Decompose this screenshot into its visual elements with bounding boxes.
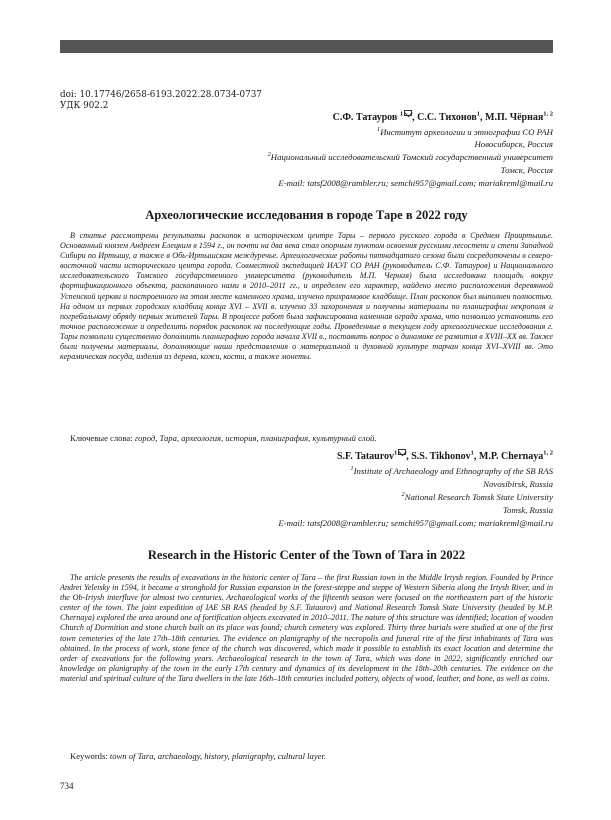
author-name: S.F. Tataurov: [337, 451, 394, 462]
aff-sup: 1: [350, 465, 354, 473]
header-bar: [60, 40, 553, 53]
envelope-icon: [404, 110, 412, 116]
affiliation-ru-1: [60, 127, 553, 138]
aff-sup: 1: [376, 126, 381, 134]
aff-sup: 2: [401, 491, 405, 499]
affiliation-ru-2-city: Томск, Россия: [500, 165, 553, 175]
keywords-text: город, Тара, археология, история, планиграфия, культурный слой.: [134, 433, 377, 443]
doi: doi: 10.17746/2658-6193.2022.28.0734-0737: [60, 90, 262, 100]
email-ru: E-mail: tatsf2008@rambler.ru; semchi957@gmail.com; mariakreml@mail.ru: [278, 178, 553, 188]
email-en: E-mail: tatsf2008@rambler.ru; semchi957@gmail.com; mariakreml@mail.ru: [278, 518, 553, 528]
aff-text: Institute of Archaeology and Ethnography of the SB RAS: [353, 466, 553, 476]
author-name: , M.P. Chernaya: [473, 451, 544, 462]
author-sup: 1: [393, 449, 398, 457]
affiliation-ru-2: [60, 152, 553, 163]
authors-en: [60, 450, 553, 463]
abstract-ru: В статье рассмотрены результаты раскопок в историческом центре Тары – первого русского города в Среднем Прииртышье. Основанный князем Андреем Елецким в 1594 г., он почти на два века стал опорным пунктом освоения русскими лесостепи и степи Западной Сибири по Иртышу, а также в Обь-Иртышском междуречье. Археологические работы пятнадцатого сезона были сосредоточены в северо-восточной части исторического центра города. Совместной экспедицией ИАЭТ СО РАН (руководитель С.Ф. Татауров) и Национального исследовательского Томского государственного университета (руководитель М.П. Черная) была исследована площадь вокруг фортификационного объекта, раскопанного нами в 2010–2011 гг., и определен его характер, найдено место расположения деревянной Успенской церкви и построенного на этом месте каменного храма, изучено прихрамовое кладбище. План раскопок был выполнен полностью. На одном из первых городских кладбищ конца XVI – XVII в. изучено 33 захоронения и получены материалы по планиграфии некрополя и погребальному обряду первых жителей Тары. В процессе работ была зафиксирована каменная ограда храма, что позволило установить его точное расположение и определить порядок раскопок на последующие годы. Проведенные в текущем году археологические исследования г. Тары позволили существенно дополнить планиграфию города начала XVII в., поставить вопрос о динамике ее развития в XVIII–XX вв. Также были получены материалы, дополняющие наши представления о материальной и духовной культуре тарчан конца XVI–XVIII вв. Это керамическая посуда, изделия из дерева, кожи, кости, а также монеты.: [60, 231, 553, 362]
author-sup: 1, 2: [543, 110, 553, 118]
author-name: , S.S. Tikhonov: [406, 451, 471, 462]
aff-text: National Research Tomsk State University: [404, 492, 553, 502]
abstract-en: The article presents the results of excavations in the historic center of Tara – the first Russian town in the Middle Irtysh region. Founded by Prince Andrei Yeletsky in 1594, it became a stronghold for Russian expansion in the forest-steppe and steppe of Western Siberia along the Irtysh River, and in the Ob-Irtysh interfluve for almost two centuries. Archaeological works of the fifteenth season were focused on the northeastern part of the historic center of the town. The joint expedition of IAE SB RAS (headed by S.F. Tataurov) and National Research Tomsk State University (headed by M.P. Chernaya) explored the area around one of fortification objects excavated in 2010–2011. The nature of this structure was identified; location of wooden Church of Dormition and stone church built on its place was found; church cemetery was explored. Thirty three burials were studied at one of the first town cemeteries of the late 17th–18th centuries. The evidence on planigraphy of the necropolis and funeral rite of the first inhabitants of Tara was obtained. In the process of work, stone fence of the church was discovered, which made it possible to establish its exact location and determine the order of excavations for the following years. Archaeological research in the town of Tara, which was done in 2022, significantly enriched our knowledge on planigraphy of the town in the early 17th century and dynamics of its development in the 18th–20th centuries. The evidence on the material and spiritual culture of the Tara dwellers in the late 16th–18th centuries included pottery, objects of wood, leather, and bone, as well as coins.: [60, 573, 553, 683]
author-name: , М.П. Чёрная: [480, 112, 544, 123]
affiliation-ru-1-city: Новосибирск, Россия: [474, 139, 553, 149]
keywords-label: Ключевые слова:: [70, 433, 135, 443]
affiliation-en-1-city: Novosibirsk, Russia: [483, 479, 553, 489]
page-number: 734: [60, 781, 74, 791]
author-sup: 1: [399, 110, 404, 118]
keywords-text: town of Tara, archaeology, history, planigraphy, cultural layer.: [109, 751, 326, 761]
author-name: , С.С. Тихонов: [412, 112, 477, 123]
author-name: С.Ф. Татауров: [332, 112, 400, 123]
title-en: Research in the Historic Center of the Town of Tara in 2022: [147, 548, 466, 562]
authors-ru: [60, 111, 553, 124]
author-sup: 1, 2: [543, 449, 553, 457]
udk: УДК 902.2: [60, 101, 109, 111]
keywords-en: [70, 751, 553, 762]
aff-text: Институт археологии и этнографии СО РАН: [380, 127, 553, 137]
author-sup: 1: [470, 449, 474, 457]
author-sup: 1: [476, 110, 481, 118]
title-ru: Археологические исследования в городе Таре в 2022 году: [145, 208, 468, 222]
envelope-icon: [398, 449, 406, 455]
affiliation-en-2-city: Tomsk, Russia: [502, 505, 553, 515]
affiliation-en-1: [60, 466, 553, 477]
aff-sup: 2: [267, 151, 271, 159]
keywords-label: Keywords:: [70, 751, 110, 761]
affiliation-en-2: [60, 492, 553, 503]
aff-text: Национальный исследовательский Томский государственный университет: [270, 152, 553, 162]
keywords-ru: [70, 433, 553, 444]
